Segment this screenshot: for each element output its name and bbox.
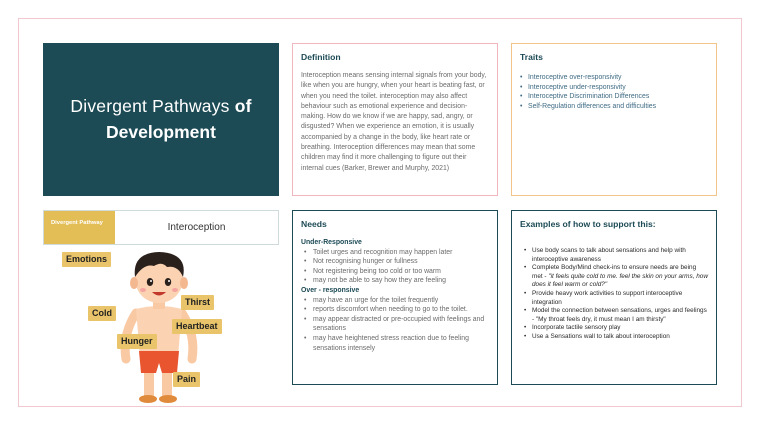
title-banner	[43, 43, 279, 196]
over-responsive-heading: Over - responsive	[301, 286, 360, 294]
list-item: • may have an urge for the toilet frequently	[301, 296, 489, 306]
list-item: • Model the connection between sensations, urges and feelings - "My throat feels dry, it must mean I am thirsty"	[520, 307, 708, 324]
list-item: • Not registering being too cold or too warm	[301, 267, 489, 277]
list-item: • may have heightened stress reaction due to feeling sensations intensely	[301, 334, 489, 353]
under-responsive-heading: Under-Responsive	[301, 239, 362, 246]
list-item: • may not be able to say how they are feeling	[301, 276, 489, 286]
hunger-label: Hunger	[117, 334, 157, 349]
list-item: • Use body scans to talk about sensations and help with interoceptive awareness	[520, 247, 708, 264]
under-responsive-list	[301, 248, 489, 286]
list-item: • Use a Sensations wall to talk about interoception	[520, 333, 708, 342]
over-responsive-list	[301, 296, 489, 354]
trait-item: • Interoceptive Discrimination Differences	[520, 92, 708, 102]
trait-item: • Self-Regulation differences and difficulties	[520, 102, 708, 112]
list-item: • Incorporate tactile sensory play	[520, 324, 708, 333]
list-item: • Complete Body/Mind check-ins to ensure needs are being met - "it feels quite cold to me. feel the skin on your arms, how does it feel warm or cold?"	[520, 264, 708, 290]
definition-body: Interoception means sensing internal signals from your body, like when you are hungry, when your heart is beating fast, or when you need the toilet. interoception may also affect behaviour such as emotional experience and decision-making. How do we know if we are happy, sad, angry, or disgusted? When we experience an emotion, it is usually accompanied by a change in the body, like heart rate or breathing. Interoception differences may mean that some children may find it more challenging to figure out their internal cues (Barker, Brewer and Murphy, 2021)	[301, 72, 487, 172]
pain-label: Pain	[173, 372, 200, 387]
list-item: • Not recognising hunger or fullness	[301, 257, 489, 267]
pathway-label: Divergent Pathway	[44, 211, 115, 244]
support-heading: Examples of how to support this:	[520, 219, 656, 229]
traits-list	[520, 73, 708, 111]
support-card	[511, 210, 717, 385]
definition-heading: Definition	[301, 52, 341, 62]
title-text: Divergent Pathways	[70, 96, 230, 116]
needs-heading: Needs	[301, 219, 327, 229]
emotions-label: Emotions	[62, 252, 111, 267]
heartbeat-label: Heartbeat	[172, 319, 222, 334]
list-item: • may appear distracted or pre-occupied with feelings and sensations	[301, 315, 489, 334]
support-quote: "it feels quite cold to me. feel the skin on your arms, how does it feel warm or cold?"	[532, 272, 708, 289]
pathway-value: Interoception	[167, 222, 226, 233]
trait-item: • Interoceptive over-responsivity	[520, 73, 708, 83]
pathway-tag	[43, 210, 279, 245]
trait-item: • Interoceptive under-responsivity	[520, 83, 708, 93]
list-item: • Provide heavy work activities to support interoceptive integration	[520, 290, 708, 307]
title-line-1	[70, 96, 251, 117]
list-item: • reports discomfort when needing to go to the toilet.	[301, 305, 489, 315]
title-bold-word: of	[234, 96, 252, 116]
title-line-2: Development	[106, 122, 216, 142]
traits-card	[511, 43, 717, 196]
thirst-label: Thirst	[181, 295, 214, 310]
traits-heading: Traits	[520, 52, 543, 62]
needs-card	[292, 210, 498, 385]
cold-label: Cold	[88, 306, 116, 321]
definition-card	[292, 43, 498, 196]
list-item: • Toilet urges and recognition may happen later	[301, 248, 489, 258]
support-list	[520, 247, 708, 342]
